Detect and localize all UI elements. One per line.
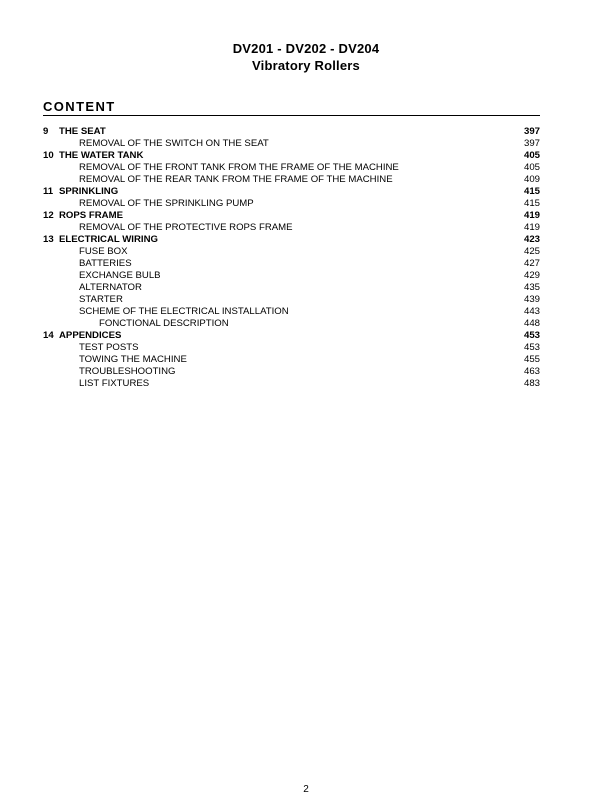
toc-page-number: 427: [523, 258, 540, 269]
title-line-models: DV201 - DV202 - DV204: [232, 41, 380, 56]
toc-page-number: 453: [523, 330, 540, 341]
toc-page-number: 409: [523, 174, 540, 185]
toc-entry-title: SCHEME OF THE ELECTRICAL INSTALLATION: [79, 306, 289, 317]
toc-page-number: 435: [523, 282, 540, 293]
toc-entry-title: LIST FIXTURES: [79, 378, 150, 389]
toc-item-row: [43, 162, 540, 174]
toc-page-number: 439: [523, 294, 540, 305]
toc-page-number: 397: [523, 138, 540, 149]
toc-chapter-row: [43, 126, 540, 138]
toc-page-number: 483: [523, 378, 540, 389]
toc-entry-title: REMOVAL OF THE REAR TANK FROM THE FRAME OF THE MACHINE: [79, 174, 393, 185]
toc-entry-title: TROUBLESHOOTING: [79, 366, 176, 377]
toc-item-row: [43, 174, 540, 186]
toc-page-number: 443: [523, 306, 540, 317]
toc-page-number: 463: [523, 366, 540, 377]
toc-entry-title: TOWING THE MACHINE: [79, 354, 187, 365]
toc-item-row: [43, 258, 540, 270]
title-line-subtitle: Vibratory Rollers: [252, 58, 360, 73]
toc-page-number: 405: [523, 150, 540, 161]
toc-page-number: 455: [523, 354, 540, 365]
document-title: [0, 40, 612, 74]
toc-page-number: 405: [523, 162, 540, 173]
toc-entry-title: ELECTRICAL WIRING: [59, 234, 158, 245]
toc-chapter-row: [43, 330, 540, 342]
toc-page-number: 397: [523, 126, 540, 137]
toc-entry-title: ROPS FRAME: [59, 210, 123, 221]
toc-item-row: [43, 270, 540, 282]
page-number: 2: [303, 784, 309, 795]
toc-page-number: 419: [523, 222, 540, 233]
toc-item-row: [43, 246, 540, 258]
table-of-contents: [43, 126, 540, 390]
toc-entry-title: REMOVAL OF THE FRONT TANK FROM THE FRAME OF THE MACHINE: [79, 162, 399, 173]
toc-item-row: [43, 354, 540, 366]
toc-page-number: 423: [523, 234, 540, 245]
toc-entry-title: STARTER: [79, 294, 123, 305]
toc-item-row: [43, 222, 540, 234]
toc-page-number: 429: [523, 270, 540, 281]
toc-item-row: [43, 366, 540, 378]
toc-entry-title: FUSE BOX: [79, 246, 128, 257]
toc-entry-title: SPRINKLING: [59, 186, 119, 197]
toc-item-row: [43, 198, 540, 210]
content-heading: CONTENT: [43, 99, 116, 114]
toc-entry-title: FONCTIONAL DESCRIPTION: [99, 318, 229, 329]
toc-entry-title: THE WATER TANK: [59, 150, 144, 161]
toc-item-row: [43, 138, 540, 150]
toc-item-row: [43, 282, 540, 294]
toc-chapter-number: 12: [43, 210, 54, 221]
heading-divider: [43, 115, 540, 116]
toc-page-number: 415: [523, 198, 540, 209]
toc-entry-title: APPENDICES: [59, 330, 122, 341]
toc-entry-title: REMOVAL OF THE SPRINKLING PUMP: [79, 198, 254, 209]
toc-page-number: 453: [523, 342, 540, 353]
toc-item-row: [43, 318, 540, 330]
toc-entry-title: BATTERIES: [79, 258, 132, 269]
toc-entry-title: REMOVAL OF THE PROTECTIVE ROPS FRAME: [79, 222, 293, 233]
toc-chapter-number: 13: [43, 234, 54, 245]
toc-item-row: [43, 306, 540, 318]
toc-page-number: 425: [523, 246, 540, 257]
toc-chapter-number: 9: [43, 126, 49, 137]
toc-entry-title: EXCHANGE BULB: [79, 270, 161, 281]
toc-chapter-row: [43, 186, 540, 198]
toc-chapter-number: 11: [43, 186, 54, 197]
toc-page-number: 419: [523, 210, 540, 221]
toc-item-row: [43, 342, 540, 354]
toc-chapter-number: 14: [43, 330, 54, 341]
toc-page-number: 415: [523, 186, 540, 197]
toc-chapter-row: [43, 210, 540, 222]
toc-entry-title: TEST POSTS: [79, 342, 139, 353]
toc-entry-title: ALTERNATOR: [79, 282, 142, 293]
toc-chapter-row: [43, 150, 540, 162]
toc-item-row: [43, 294, 540, 306]
toc-item-row: [43, 378, 540, 390]
toc-chapter-number: 10: [43, 150, 54, 161]
toc-entry-title: THE SEAT: [59, 126, 106, 137]
toc-entry-title: REMOVAL OF THE SWITCH ON THE SEAT: [79, 138, 269, 149]
toc-chapter-row: [43, 234, 540, 246]
toc-page-number: 448: [523, 318, 540, 329]
